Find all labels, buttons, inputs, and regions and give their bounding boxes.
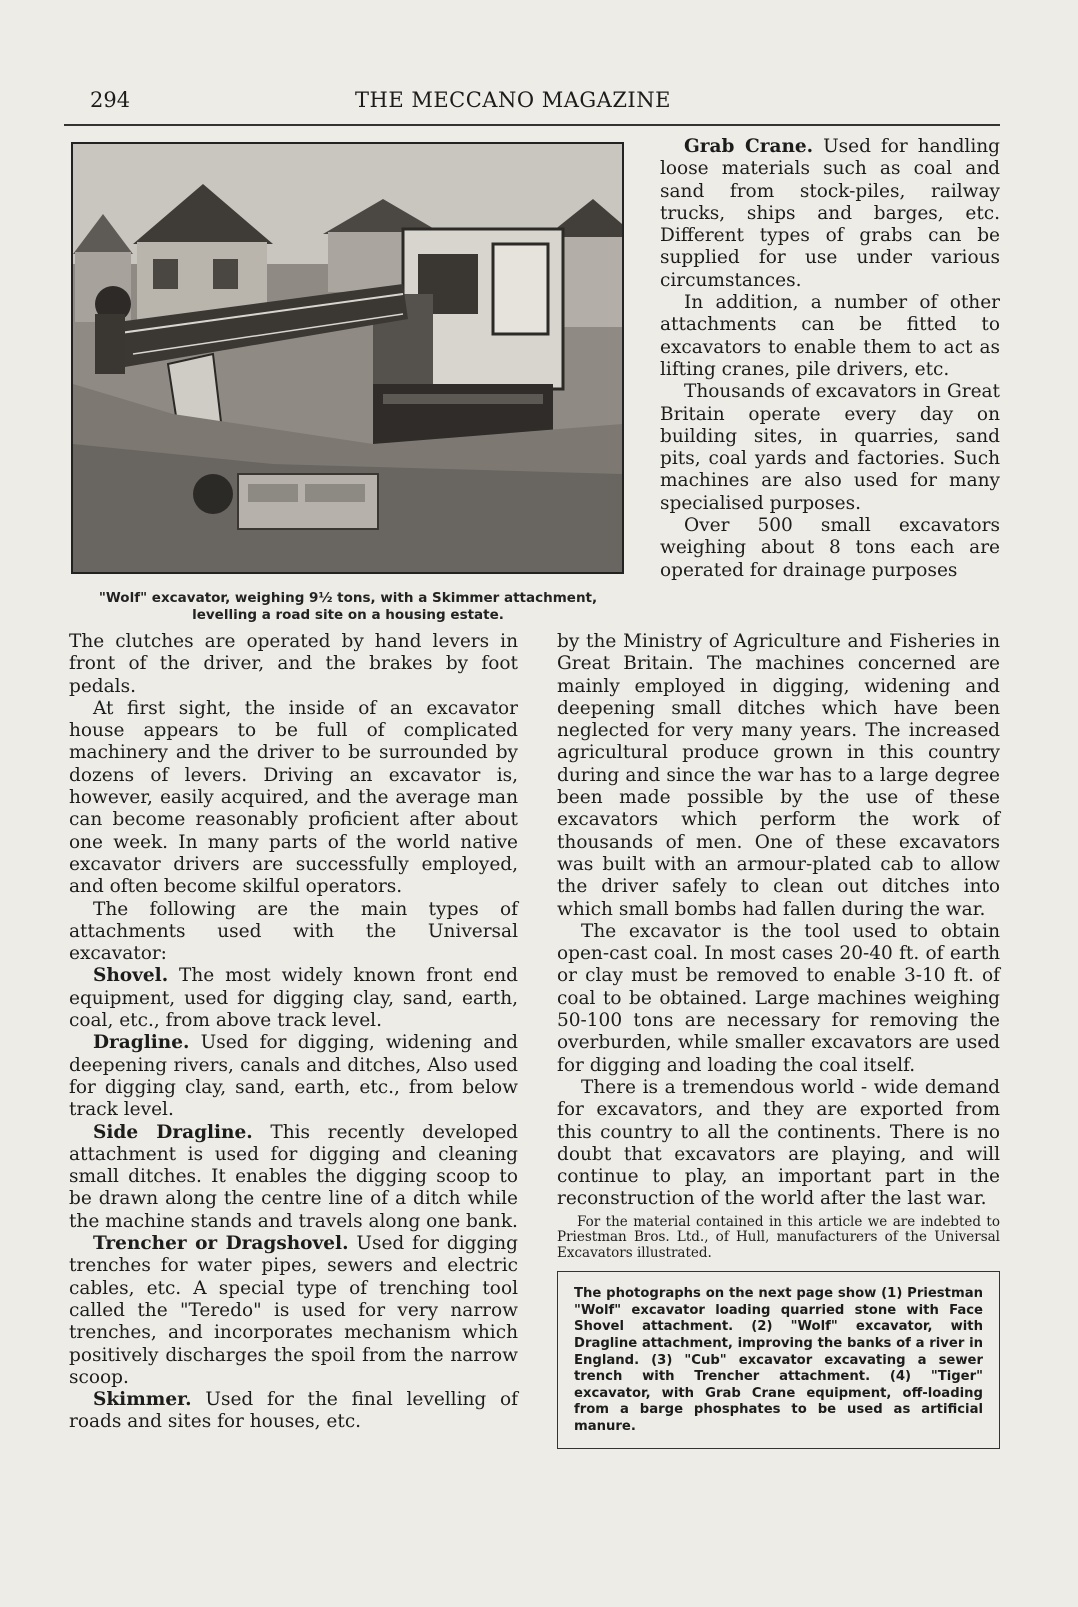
paragraph: Over 500 small excavators weighing about 8 tons each are operated for drainage purposes: [660, 515, 1000, 581]
shovel-text: The most widely known front end equipment, used for digging clay, sand, earth, coal, etc., from above track level.: [69, 965, 518, 1032]
side-dragline-heading: Side Dragline.: [93, 1121, 253, 1143]
header-rule: [64, 124, 1000, 126]
figure-caption: "Wolf" excavator, weighing 9½ tons, with a Skimmer attachment, levelling a road site on a housing estate.: [98, 590, 598, 623]
magazine-title: THE MECCANO MAGAZINE: [355, 88, 671, 112]
paragraph: At first sight, the inside of an excavator house appears to be full of complicated machinery and the driver to be surrounded by dozens of levers. Driving an excavator is, however, easily acquired, and the average man can become reasonably proficient after about one week. In many parts of the world native excavator drivers are successfully employed, and often become skilful operators.: [69, 697, 518, 898]
left-column: [69, 631, 518, 1434]
paragraph: by the Ministry of Agriculture and Fisheries in Great Britain. The machines concerned are mainly employed in digging, widening and deepening small ditches which have been neglected for very many years. The increased agricultural produce grown in this country during and since the war has to a large degree been made possible by the use of these excavators which perform the work of thousands of men. One of these excavators was built with an armour-plated cab to allow the driver safely to clean out ditches into which small bombs had fallen during the war.: [557, 631, 1000, 920]
side-dragline-text: This recently developed attachment is used for digging and cleaning small ditches. It enables the digging scoop to be drawn along the centre line of a ditch while the machine stands and travels along one bank.: [69, 1121, 518, 1232]
acknowledgement-note: For the material contained in this article we are indebted to Priestman Bros. Ltd., of Hull, manufacturers of the Universal Excavators illustrated.: [557, 1213, 1000, 1261]
dragline-text: Used for digging, widening and deepening rivers, canals and ditches, Also used for digging clay, sand, earth, etc., from below track level.: [69, 1032, 518, 1121]
paragraph: The following are the main types of attachments used with the Universal excavator:: [69, 898, 518, 965]
dragline-paragraph: [69, 1032, 518, 1121]
excavator-photo: [71, 142, 624, 574]
dragline-heading: Dragline.: [93, 1032, 190, 1054]
paragraph: Thousands of excavators in Great Britain operate every day on building sites, in quarries, sand pits, coal yards and factories. Such machines are also used for many specialised purposes.: [660, 381, 1000, 514]
paragraph: The clutches are operated by hand levers in front of the driver, and the brakes by foot pedals.: [69, 631, 518, 697]
grab-crane-heading: Grab Crane.: [684, 136, 814, 157]
trencher-text: Used for digging trenches for water pipes, sewers and electric cables, etc. A special type of trenching tool called the "Teredo" is used for very narrow trenches, and incorporates mechanism which positively discharges the spoil from the narrow scoop.: [69, 1233, 518, 1388]
skimmer-paragraph: [69, 1389, 518, 1434]
page-number: 294: [90, 88, 131, 112]
right-column-top: [660, 136, 1000, 582]
paragraph: In addition, a number of other attachments can be fitted to excavators to enable them to act as lifting cranes, pile drivers, etc.: [660, 292, 1000, 380]
paragraph: The excavator is the tool used to obtain open-cast coal. In most cases 20-40 ft. of earth or clay must be removed to enable 3-10 ft. of coal to be obtained. Large machines weighing 50-100 tons are necessary for removing the overburden, while smaller excavators are used for digging and loading the coal itself.: [557, 920, 1000, 1076]
photographs-note-box: The photographs on the next page show (1) Priestman "Wolf" excavator loading quarried stone with Face Shovel attachment. (2) "Wolf" excavator, with Dragline attachment, improving the banks of a river in England. (3) "Cub" excavator excavating a sewer trench with Trencher attachment. (4) "Tiger" excavator, with Grab Crane equipment, off-loading from a barge phosphates to be used as artificial manure.: [557, 1271, 1000, 1448]
paragraph: There is a tremendous world - wide demand for excavators, and they are exported from this country to all the continents. There is no doubt that excavators are playing, and will continue to play, an important part in the reconstruction of the world after the last war.: [557, 1076, 1000, 1210]
trencher-paragraph: [69, 1233, 518, 1389]
shovel-heading: Shovel.: [93, 965, 169, 987]
trencher-heading: Trencher or Dragshovel.: [93, 1233, 349, 1255]
side-dragline-paragraph: [69, 1122, 518, 1233]
skimmer-text: Used for the final levelling of roads and sites for houses, etc.: [69, 1389, 518, 1433]
grab-crane-paragraph: [660, 136, 1000, 292]
skimmer-heading: Skimmer.: [93, 1389, 192, 1411]
shovel-paragraph: [69, 965, 518, 1032]
grab-crane-text: Used for handling loose materials such as coal and sand from stock-piles, railway trucks, ships and barges, etc. Different types of grabs can be supplied for use under various circumstances.: [660, 136, 1001, 291]
right-column: [557, 631, 1000, 1449]
